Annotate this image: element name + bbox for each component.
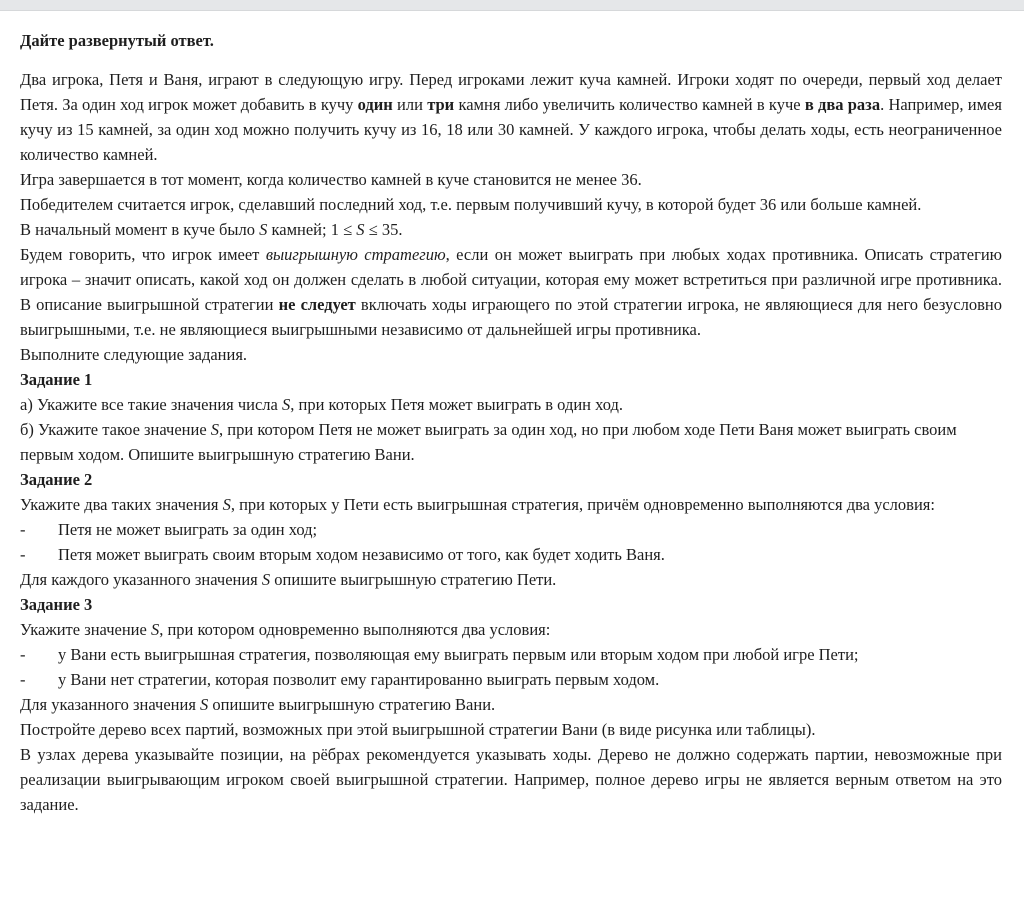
variable-s: S — [282, 395, 291, 414]
task3-text-2: , при котором одновременно выполняются два условия: — [159, 620, 551, 639]
task3-condition-1-text: у Вани есть выигрышная стратегия, позволяющая ему выиграть первым или вторым ходом при любой игре Пети; — [58, 645, 859, 664]
list-dash: - — [20, 520, 26, 539]
task3-end — [20, 692, 1002, 717]
task2-condition-1 — [20, 517, 1002, 542]
list-dash: - — [20, 670, 26, 689]
rules-bold-one: один — [357, 95, 393, 114]
strategy-text-2: , если он может выиграть при любых ходах противника. Описать стратегию игрока – значит описать, какой ход он должен сделать в любой ситуации, которая ему может встретиться при различной игре противника. В описание выигрышной стратегии — [20, 245, 1002, 314]
task2-condition-1-text: Петя не может выиграть за один ход; — [58, 520, 318, 539]
task1-part-b — [20, 417, 1002, 467]
rules-text-3: камня либо увеличить количество камней в куче — [454, 95, 805, 114]
problem-document — [0, 28, 1024, 817]
variable-s: S — [356, 220, 365, 239]
rules-text-1: Два игрока, Петя и Ваня, играют в следующую игру. Перед игроками лежит куча камней. Игроки ходят по очереди, первый ход делает Петя. За один ход игрок может добавить в кучу — [20, 70, 1002, 114]
variable-s: S — [261, 570, 271, 589]
initial-state-paragraph — [20, 217, 1002, 242]
task1-a-text-1: а) Укажите все такие значения числа — [20, 395, 282, 414]
task2-end — [20, 567, 1002, 592]
task3-nodes-instruction: В узлах дерева указывайте позиции, на рёбрах рекомендуется указывать ходы. Дерево не должно содержать партии, невозможные при реализации выигрывающим игроком своей выигрышной стратегии. Например, полное дерево игры не является верным ответом на это задание. — [20, 745, 1002, 814]
task1-a-text-2: , при которых Петя может выиграть в один ход. — [290, 395, 624, 414]
rules-bold-double: в два раза — [804, 95, 881, 114]
rules-text-2: или — [392, 95, 428, 114]
task1-part-a — [20, 392, 1002, 417]
rules-paragraph — [20, 67, 1002, 167]
task1-b-text-2: , при котором Петя не может выиграть за один ход, но при любом ходе Пети Ваня может выиграть своим первым ходом. Опишите выигрышную стратегию Вани. — [20, 420, 957, 464]
winner-paragraph: Победителем считается игрок, сделавший последний ход, т.е. первым получивший кучу, в которой будет 36 или больше камней. — [20, 195, 922, 214]
initial-text-2: камней; 1 ≤ — [267, 220, 357, 239]
strategy-text-1: Будем говорить, что игрок имеет — [20, 245, 266, 264]
task2-paragraph — [20, 492, 1002, 517]
task3-end-text-1: Для указанного значения — [20, 695, 201, 714]
strategy-bold-not: не следует — [278, 295, 356, 314]
task1-heading: Задание 1 — [20, 370, 93, 389]
list-dash: - — [20, 645, 26, 664]
initial-text-1: В начальный момент в куче было — [20, 220, 260, 239]
page-title: Дайте развернутый ответ. — [20, 31, 214, 50]
strategy-definition-paragraph — [20, 242, 1002, 342]
rules-bold-three: три — [427, 95, 455, 114]
task2-end-text-1: Для каждого указанного значения — [20, 570, 262, 589]
task2-text-1: Укажите два таких значения — [20, 495, 223, 514]
task3-condition-2 — [20, 667, 1002, 692]
task3-end-text-2: опишите выигрышную стратегию Вани. — [208, 695, 496, 714]
strategy-term: выигрышную стратегию — [265, 245, 446, 264]
task3-paragraph — [20, 617, 1002, 642]
top-bar — [0, 0, 1024, 11]
task2-text-2: , при которых у Пети есть выигрышная стратегия, причём одновременно выполняются два условия: — [230, 495, 935, 514]
end-condition-paragraph: Игра завершается в тот момент, когда количество камней в куче становится не менее 36. — [20, 170, 642, 189]
task2-condition-2 — [20, 542, 1002, 567]
task3-condition-1 — [20, 642, 1002, 667]
instructions-paragraph: Выполните следующие задания. — [20, 345, 248, 364]
task3-text-1: Укажите значение — [20, 620, 151, 639]
strategy-text-3: включать ходы играющего по этой стратегии игрока, не являющиеся для него безусловно выигрышными, т.е. не являющиеся выигрышными независимо от дальнейшей игры противника. — [20, 295, 1002, 339]
rules-text-4: . Например, имея кучу из 15 камней, за один ход можно получить кучу из 16, 18 или 30 камней. У каждого игрока, чтобы делать ходы, есть неограниченное количество камней. — [20, 95, 1002, 164]
task3-condition-2-text: у Вани нет стратегии, которая позволит ему гарантированно выиграть первым ходом. — [58, 670, 660, 689]
variable-s: S — [150, 620, 160, 639]
task3-tree-instruction: Постройте дерево всех партий, возможных при этой выигрышной стратегии Вани (в виде рисунка или таблицы). — [20, 720, 816, 739]
variable-s: S — [210, 420, 220, 439]
variable-s: S — [222, 495, 231, 514]
variable-s: S — [259, 220, 268, 239]
task1-b-text-1: б) Укажите такое значение — [20, 420, 211, 439]
list-dash: - — [20, 545, 26, 564]
task2-end-text-2: опишите выигрышную стратегию Пети. — [270, 570, 557, 589]
task2-heading: Задание 2 — [20, 470, 93, 489]
task2-condition-2-text: Петя может выиграть своим вторым ходом независимо от того, как будет ходить Ваня. — [58, 545, 665, 564]
task3-heading: Задание 3 — [20, 595, 93, 614]
initial-text-3: ≤ 35. — [364, 220, 403, 239]
variable-s: S — [200, 695, 209, 714]
